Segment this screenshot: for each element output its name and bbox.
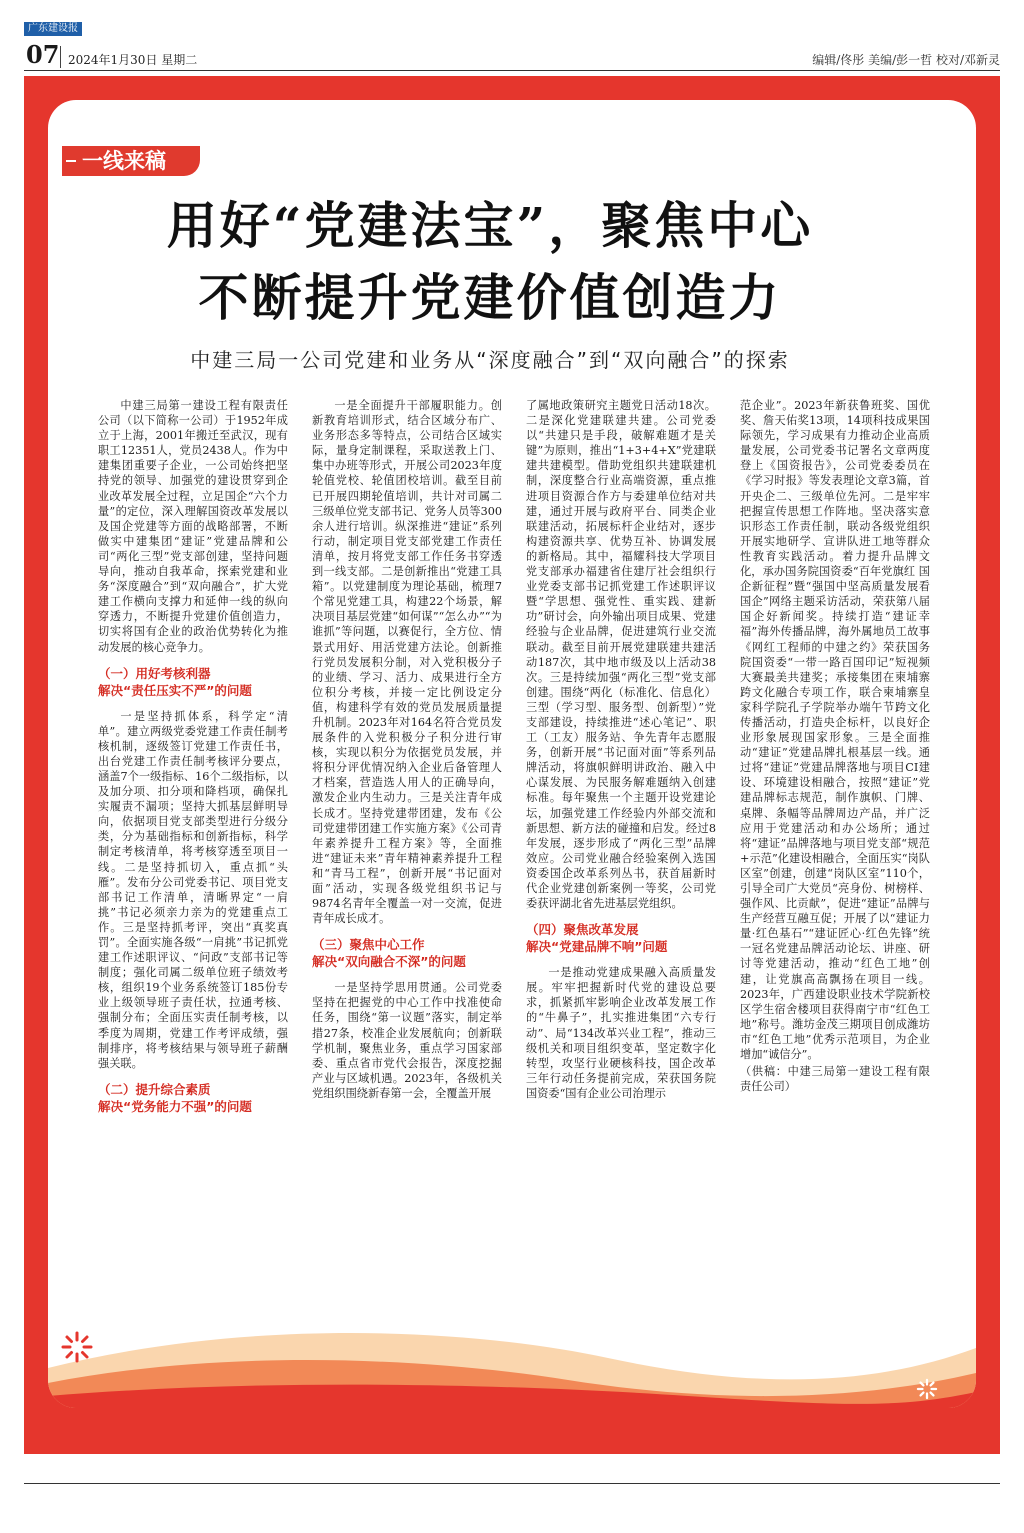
article-column-3 (526, 398, 716, 1103)
intro-paragraph: 中建三局第一建设工程有限责任公司（以下简称一公司）于1952年成立于上海，2001年搬迁至武汉，现有职工12351人，党员2438人。作为中建集团重要子企业，一公司始终把坚持党的领导、加强党的建设贯穿到企业改革发展全过程，立足国企“六个力量”的定位，深入理解国资改革发展以及国企党建等方面的战略部署，不断做实中建集团“建证”党建品牌和公司“两化三型”党支部创建，坚持问题导向，推动自我革命，探索党建和业务“深度融合”到“双向融合”，扩大党建工作横向支撑力和延伸一线的纵向穿透力，不断提升党建价值创造力，切实将国有企业的政治优势转化为推动发展的核心竞争力。 (98, 399, 288, 654)
section-4-title: （四）聚焦改革发展 (526, 922, 639, 938)
page-number: 07 (26, 40, 60, 69)
issue-date: 2024年1月30日 星期二 (68, 53, 198, 67)
article-credit: （供稿：中建三局第一建设工程有限责任公司） (740, 1065, 930, 1094)
section-2-subtitle: 解决“党务能力不强”的问题 (98, 1098, 252, 1114)
section-3-title: （三）聚焦中心工作 (312, 937, 425, 953)
paper-name: 广东建设报 (24, 22, 82, 36)
section-3-continued-paragraph: 了属地政策研究主题党日活动18次。二是深化党建联建共建。公司党委以“共建只是手段，破解难题才是关键”为原则，推出“1+3+4+X”党建联建共建模型。借助党组织共建联建机制，深度整合行业高端资源，重点推进项目资源合作方与委建单位结对共建，通过开展与政府平台、同类企业联建活动，拓展标杆企业结对，逐步构建资源共享、优势互补、协调发展的新格局。其中，福耀科技大学项目党支部承办福建省住建厅社会组织行业党委支部书记抓党建工作述职评议暨“学思想、强党性、重实践、建新功”研讨会，向外输出项目成果、党建经验与企业品牌，促进建筑行业交流联动。截至目前开展党建联建共建活动187次，其中地市级及以上活动38次。三是持续加强“两化三型”党支部创建。围绕“两化（标准化、信息化）三型（学习型、服务型、创新型）”党支部建设，持续推进“述心笔记”、职工（工友）服务站、争先青年志愿服务，创新开展“书记面对面”等系列品牌活动，将旗帜鲜明讲政治、融入中心谋发展、为民服务解难题纳入创建标准。每年聚焦一个主题开设党建论坛，加强党建工作经验内外部交流和新思想、新方法的碰撞和启发。经过8年发展，逐步形成了“两化三型”品牌效应。公司党业融合经验案例入选国资委国企改革系列丛书，获首届新时代企业党建创新案例一等奖，公司党委获评湖北省先进基层党组织。 (526, 399, 716, 911)
section-1-paragraph: 一是坚持抓体系，科学定“清单”。建立两级党委党建工作责任制考核机制，逐级签订党建工作责任书，出台党建工作责任制考核评分要点，涵盖7个一级指标、16个二级指标，以及加分项、扣分项和降档项，确保扎实履责不漏项；坚持大抓基层鲜明导向，依据项目党支部类型进行分级分类，分为基础指标和创新指标，科学制定考核清单，将考核穿透至项目一线。二是坚持抓切入，重点抓“头雁”。发布分公司党委书记、项目党支部书记工作清单，清晰界定“一肩挑”书记必须亲力亲为的党建重点工作。三是坚持抓考评，突出“真奖真罚”。全面实施各级“一肩挑”书记抓党建工作述职评议、“问政”支部书记等制度；强化司属二级单位班子绩效考核，组织19个业务系统签订185份专业上级领导班子责任状，拉通考核、强制分布；全面压实责任制考核，以季度为周期，党建工作考评成绩，强制排序，将考核结果与领导班子薪酬强关联。 (98, 709, 288, 1070)
article-body (98, 398, 932, 1333)
section-3-subtitle: 解决“双向融合不深”的问题 (312, 954, 466, 970)
section-2-heading (98, 1081, 288, 1115)
sunburst-icon-left (60, 1330, 94, 1364)
column-tag: 一线来稿 (62, 146, 200, 176)
masthead (24, 22, 1000, 72)
headline-line-2: 不断提升党建价值创造力 (198, 268, 782, 327)
section-4-heading (526, 921, 716, 955)
article-column-4 (740, 398, 930, 1096)
sunburst-icon-right (916, 1378, 938, 1400)
section-4-paragraph: 一是推动党建成果融入高质量发展。牢牢把握新时代党的建设总要求，抓紧抓牢影响企业改革发展工作的“牛鼻子”，扎实推进集团“六专行动”、局“134改革兴业工程”，推动三级机关和项目组织变革，坚定数字化转型，攻坚行业硬核科技，国企改革三年行动任务提前完成，荣获国务院国资委“国有企业公司治理示 (526, 966, 716, 1100)
section-1-subtitle: 解决“责任压实不严”的问题 (98, 682, 252, 698)
headline-line-1: 用好“党建法宝”，聚焦中心 (166, 196, 814, 255)
section-2-title: （二）提升综合素质 (98, 1081, 211, 1097)
top-rule (24, 70, 1000, 71)
subheadline: 中建三局一公司党建和业务从“深度融合”到“双向融合”的探索 (190, 348, 790, 372)
section-3-heading (312, 936, 502, 970)
section-3-paragraph: 一是坚持学思用贯通。公司党委坚持在把握党的中心工作中找准使命任务，围绕“第一议题”落实，制定举措27条，校准企业发展航向；创新联学机制，聚焦业务，重点学习国家部委、重点省市党代会报告，深度挖掘产业与区域机遇。2023年，各级机关党组织围绕新春第一会，全覆盖开展 (312, 981, 502, 1100)
section-1-title: （一）用好考核利器 (98, 665, 211, 681)
section-4-subtitle: 解决“党建品牌不响”问题 (526, 939, 668, 955)
bottom-rule (24, 1483, 1000, 1484)
section-4-continued-paragraph: 范企业”。2023年新获鲁班奖、国优奖、詹天佑奖13项，14项科技成果国际领先，学习成果有力推动企业高质量发展，公司党委书记署名文章两度登上《国资报告》，公司党委委员在《学习时报》等发表理论文章3篇，首开央企二、三级单位先河。二是牢牢把握宣传思想工作阵地。坚决落实意识形态工作责任制，联动各级党组织开展实地研学、宣讲队进工地等群众性教育实践活动。着力提升品牌文化，承办国务院国资委“百年党旗红 国企新征程”暨“强国中坚高质量发展看国企”网络主题采访活动，荣获第八届国企好新闻奖。持续打造“建证幸福”海外传播品牌，海外属地员工故事《网红工程师的中建之约》荣获国务院国资委“一带一路百国印记”短视频大赛最美共建奖；承接集团在柬埔寨跨文化融合专项工作，联合柬埔寨皇家科学院孔子学院举办端午节跨文化传播活动，打造央企标杆，以良好企业形象展现国家形象。三是全面推动“建证”党建品牌扎根基层一线。通过将“建证”党建品牌落地与项目CI建设、环境建设相融合，按照“建证”党建品牌标志规范，制作旗帜、门牌、桌牌、条幅等品牌周边产品，并广泛应用于党建活动和办公场所；通过将“建证”品牌落地与项目党支部“规范+示范”化建设相融合，全面压实“岗队区室”创建，创建“岗队区室”110个，引导全司广大党员“亮身份、树榜样、强作风、比贡献”，促进“建证”品牌与生产经营互融互促；开展了以“建证力量·红色基石”“建证匠心·红色先锋”统一冠名党建品牌活动论坛、讲座、研讨等党建活动，推动“红色工地”创建，让党旗高高飘扬在项目一线。2023年，广西建设职业技术学院新校区学生宿舍楼项目获得南宁市“红色工地”称号。潍坊金茂三期项目创成潍坊市“红色工地”优秀示范项目，为企业增加“诚信分”。 (740, 399, 930, 1062)
editor-credits: 编辑/佟彤 美编/彭一哲 校对/邓新灵 (812, 53, 1000, 67)
page-number-divider (60, 46, 61, 68)
section-1-heading (98, 665, 288, 699)
section-2-paragraph: 一是全面提升干部履职能力。创新教育培训形式，结合区域分布广、业务形态多等特点，公司结合区域实际，量身定制课程，采取送教上门、集中办班等形式，开展公司2023年度轮值党校、轮值团校培训。截至目前已开展四期轮值培训，共计对司属二三级单位党支部书记、党务人员等300余人进行培训。纵深推进“建证”系列行动，制定项目党支部党建工作责任清单，按月将党支部工作任务书穿透到一线支部。二是创新推出“党建工具箱”。以党建制度为理论基础，梳理7个常见党建工具，构建22个场景，解决项目基层党建“如何谋”“怎么办”“为谁抓”等问题，以赛促行，全方位、情景式用好、用活党建方法论。创新推行党员发展积分制，对入党积极分子的业绩、学习、活力、成果进行全方位积分考核，并接一定比例设定分值，构建科学有效的党员发展质量提升机制。2023年对164名符合党员发展条件的入党积极分子积分进行审核，实现以积分为依据党员发展，并将积分评优情况纳入企业后备管理人才档案，营造选人用人的正确导向，激发企业内生动力。三是关注青年成长成才。坚持党建带团建，发布《公司党建带团建工作实施方案》《公司青年素养提升工程方案》等，全面推进“建证未来”青年精神素养提升工程和“青马工程”，创新开展“书记面对面”活动，实现各级党组织书记与9874名青年全覆盖一对一交流，促进青年成长成才。 (312, 399, 502, 926)
article-column-1 (98, 398, 288, 1125)
article-column-2 (312, 398, 502, 1103)
